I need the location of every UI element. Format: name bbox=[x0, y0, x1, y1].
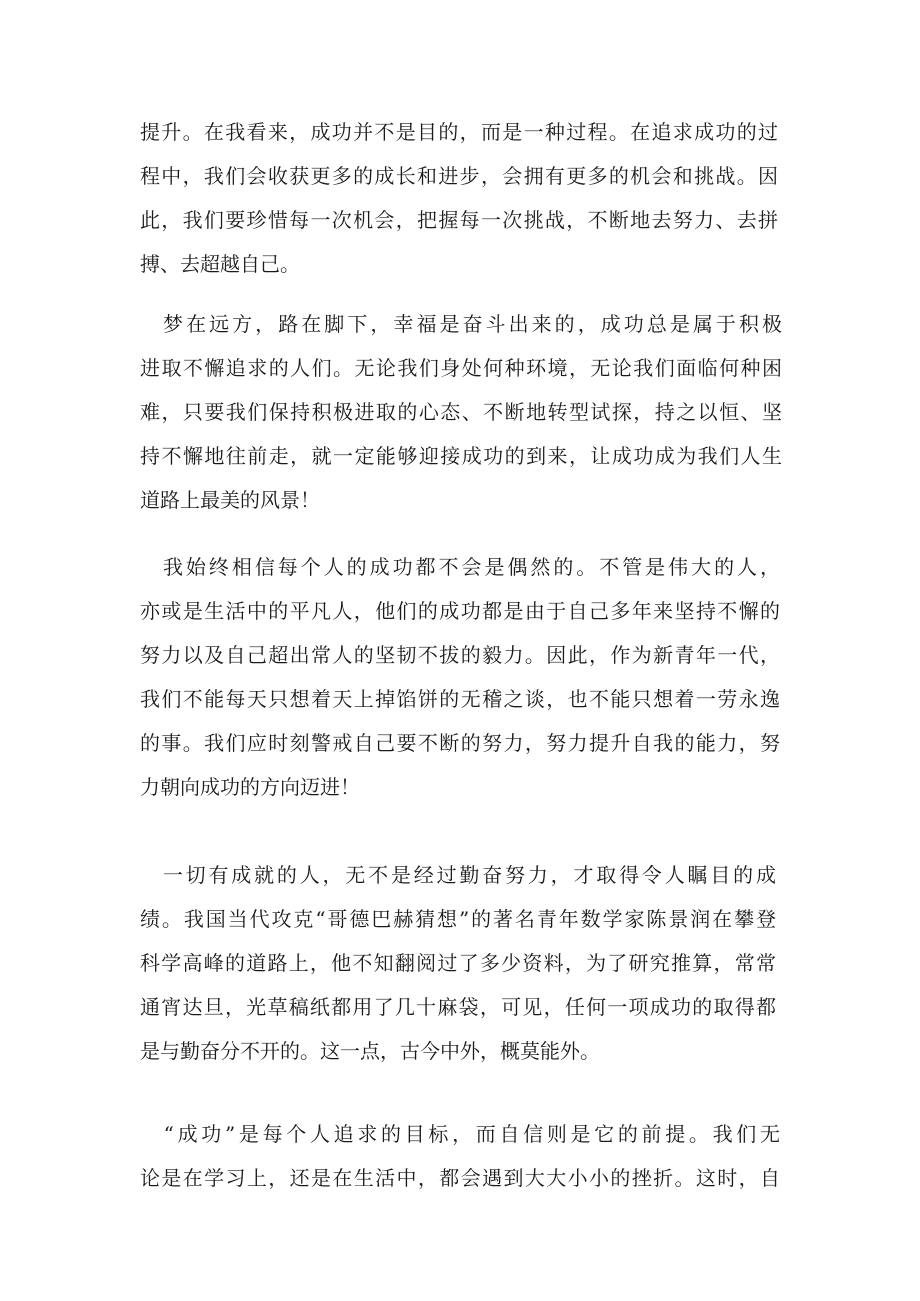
paragraph-5 bbox=[140, 1112, 780, 1200]
text-line: 绩。我国当代攻克“哥德巴赫猜想”的著名青年数学家陈景润在攀登 bbox=[140, 907, 776, 931]
text-line: 是与勤奋分不开的。这一点，古今中外，概莫能外。 bbox=[140, 1039, 600, 1063]
paragraph-4 bbox=[140, 853, 776, 1073]
text-line: 论是在学习上，还是在生活中，都会遇到大大小小的挫折。这时，自 bbox=[140, 1166, 780, 1190]
text-line: 科学高峰的道路上，他不知翻阅过了多少资料，为了研究推算，常常 bbox=[140, 951, 776, 975]
text-line: 提升。在我看来，成功并不是目的，而是一种过程。在追求成功的过 bbox=[140, 120, 778, 144]
paragraph-3 bbox=[140, 545, 780, 809]
text-line: 通宵达旦，光草稿纸都用了几十麻袋，可见，任何一项成功的取得都 bbox=[140, 995, 776, 1019]
text-line: 道路上最美的风景！ bbox=[140, 488, 320, 512]
text-line: 努力以及自己超出常人的坚韧不拔的毅力。因此，作为新青年一代， bbox=[140, 643, 780, 667]
text-line: 梦在远方，路在脚下，幸福是奋斗出来的，成功总是属于积极 bbox=[140, 312, 782, 336]
text-line: 搏、去超越自己。 bbox=[140, 252, 300, 276]
text-line: 持不懈地往前走，就一定能够迎接成功的到来，让成功成为我们人生 bbox=[140, 444, 782, 468]
text-line: 难，只要我们保持积极进取的心态、不断地转型试探，持之以恒、坚 bbox=[140, 400, 782, 424]
text-line: 我始终相信每个人的成功都不会是偶然的。不管是伟大的人， bbox=[140, 555, 780, 579]
text-line: 我们不能每天只想着天上掉馅饼的无稽之谈，也不能只想着一劳永逸 bbox=[140, 687, 780, 711]
text-line: 进取不懈追求的人们。无论我们身处何种环境，无论我们面临何种困 bbox=[140, 356, 782, 380]
text-line: 此，我们要珍惜每一次机会，把握每一次挑战，不断地去努力、去拼 bbox=[140, 208, 778, 232]
paragraph-1 bbox=[140, 110, 778, 286]
text-line: 亦或是生活中的平凡人，他们的成功都是由于自己多年来坚持不懈的 bbox=[140, 599, 780, 623]
text-line: 力朝向成功的方向迈进！ bbox=[140, 775, 360, 799]
text-line: “成功”是每个人追求的目标，而自信则是它的前提。我们无 bbox=[140, 1122, 780, 1146]
text-line: 的事。我们应时刻警戒自己要不断的努力，努力提升自我的能力，努 bbox=[140, 731, 780, 755]
text-line: 程中，我们会收获更多的成长和进步，会拥有更多的机会和挑战。因 bbox=[140, 164, 778, 188]
text-line: 一切有成就的人，无不是经过勤奋努力，才取得令人瞩目的成 bbox=[140, 863, 776, 887]
paragraph-2 bbox=[140, 302, 782, 522]
